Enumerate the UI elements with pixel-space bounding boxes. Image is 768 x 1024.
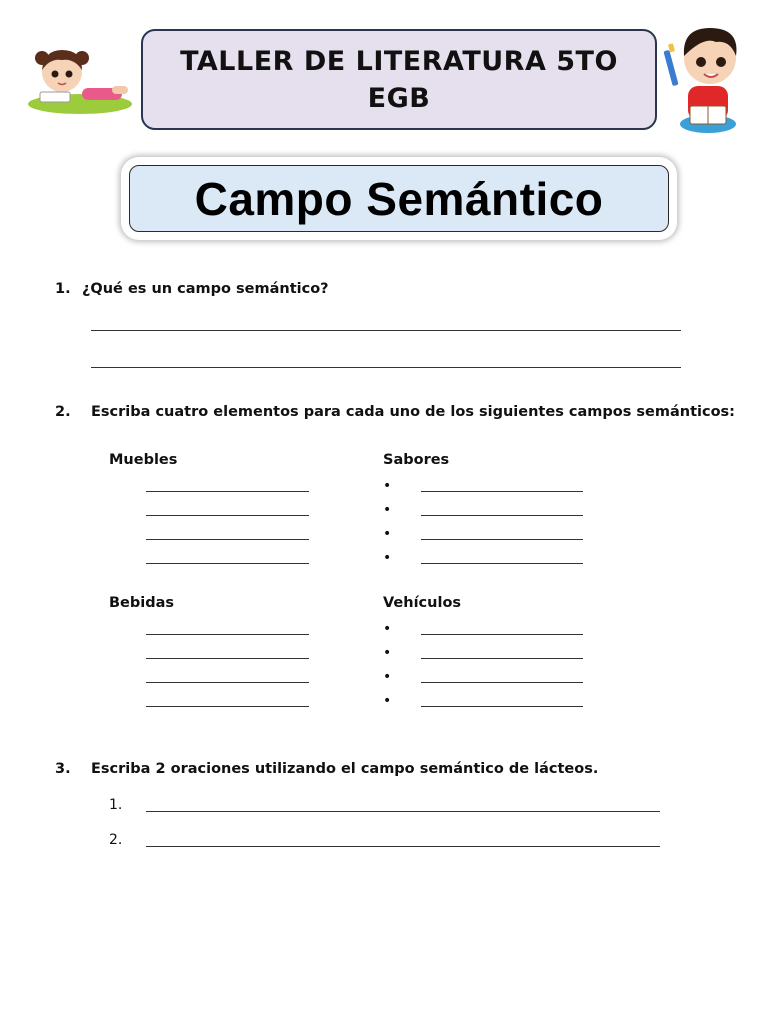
answer-line[interactable] xyxy=(146,682,309,683)
answer-line[interactable] xyxy=(91,330,681,331)
category-sabores: Sabores xyxy=(383,452,450,468)
question-2-number: 2. xyxy=(55,404,71,420)
worksheet-title-box xyxy=(141,29,657,130)
bullet: • xyxy=(383,550,392,566)
answer-line[interactable] xyxy=(146,515,309,516)
question-3 xyxy=(55,761,598,777)
category-bebidas: Bebidas xyxy=(109,595,175,611)
sentence-number: 2. xyxy=(109,832,123,848)
bullet: • xyxy=(383,669,392,685)
answer-line[interactable] xyxy=(421,706,583,707)
bullet: • xyxy=(383,526,392,542)
question-1 xyxy=(55,281,329,297)
question-3-number: 3. xyxy=(55,761,71,777)
answer-line[interactable] xyxy=(421,563,583,564)
answer-line[interactable] xyxy=(146,491,309,492)
answer-line[interactable] xyxy=(91,367,681,368)
boy-reading-icon xyxy=(660,20,752,142)
question-2-text: Escriba cuatro elementos para cada uno de los siguientes campos semánticos: xyxy=(91,404,735,420)
answer-line[interactable] xyxy=(421,515,583,516)
answer-line[interactable] xyxy=(421,682,583,683)
answer-line[interactable] xyxy=(421,634,583,635)
bullet: • xyxy=(383,502,392,518)
bullet: • xyxy=(383,645,392,661)
answer-line[interactable] xyxy=(146,563,309,564)
answer-line[interactable] xyxy=(146,539,309,540)
subtitle-frame xyxy=(121,157,677,240)
girl-reading-icon xyxy=(24,42,132,116)
answer-line[interactable] xyxy=(421,658,583,659)
answer-line[interactable] xyxy=(146,706,309,707)
sentence-number: 1. xyxy=(109,797,123,813)
answer-line[interactable] xyxy=(421,491,583,492)
question-1-number: 1. xyxy=(55,281,71,297)
bullet: • xyxy=(383,621,392,637)
answer-line[interactable] xyxy=(146,658,309,659)
question-2 xyxy=(55,404,735,420)
answer-line[interactable] xyxy=(421,539,583,540)
bullet: • xyxy=(383,478,392,494)
subtitle-box xyxy=(129,165,669,232)
answer-line[interactable] xyxy=(146,846,660,847)
bullet: • xyxy=(383,693,392,709)
question-3-text: Escriba 2 oraciones utilizando el campo semántico de lácteos. xyxy=(91,761,599,777)
category-vehiculos: Vehículos xyxy=(383,595,462,611)
category-muebles: Muebles xyxy=(109,452,178,468)
worksheet-title: TALLER DE LITERATURA 5TO EGB xyxy=(180,45,618,114)
answer-line[interactable] xyxy=(146,634,309,635)
question-1-text: ¿Qué es un campo semántico? xyxy=(82,281,329,297)
answer-line[interactable] xyxy=(146,811,660,812)
subtitle-text: Campo Semántico xyxy=(194,172,604,225)
